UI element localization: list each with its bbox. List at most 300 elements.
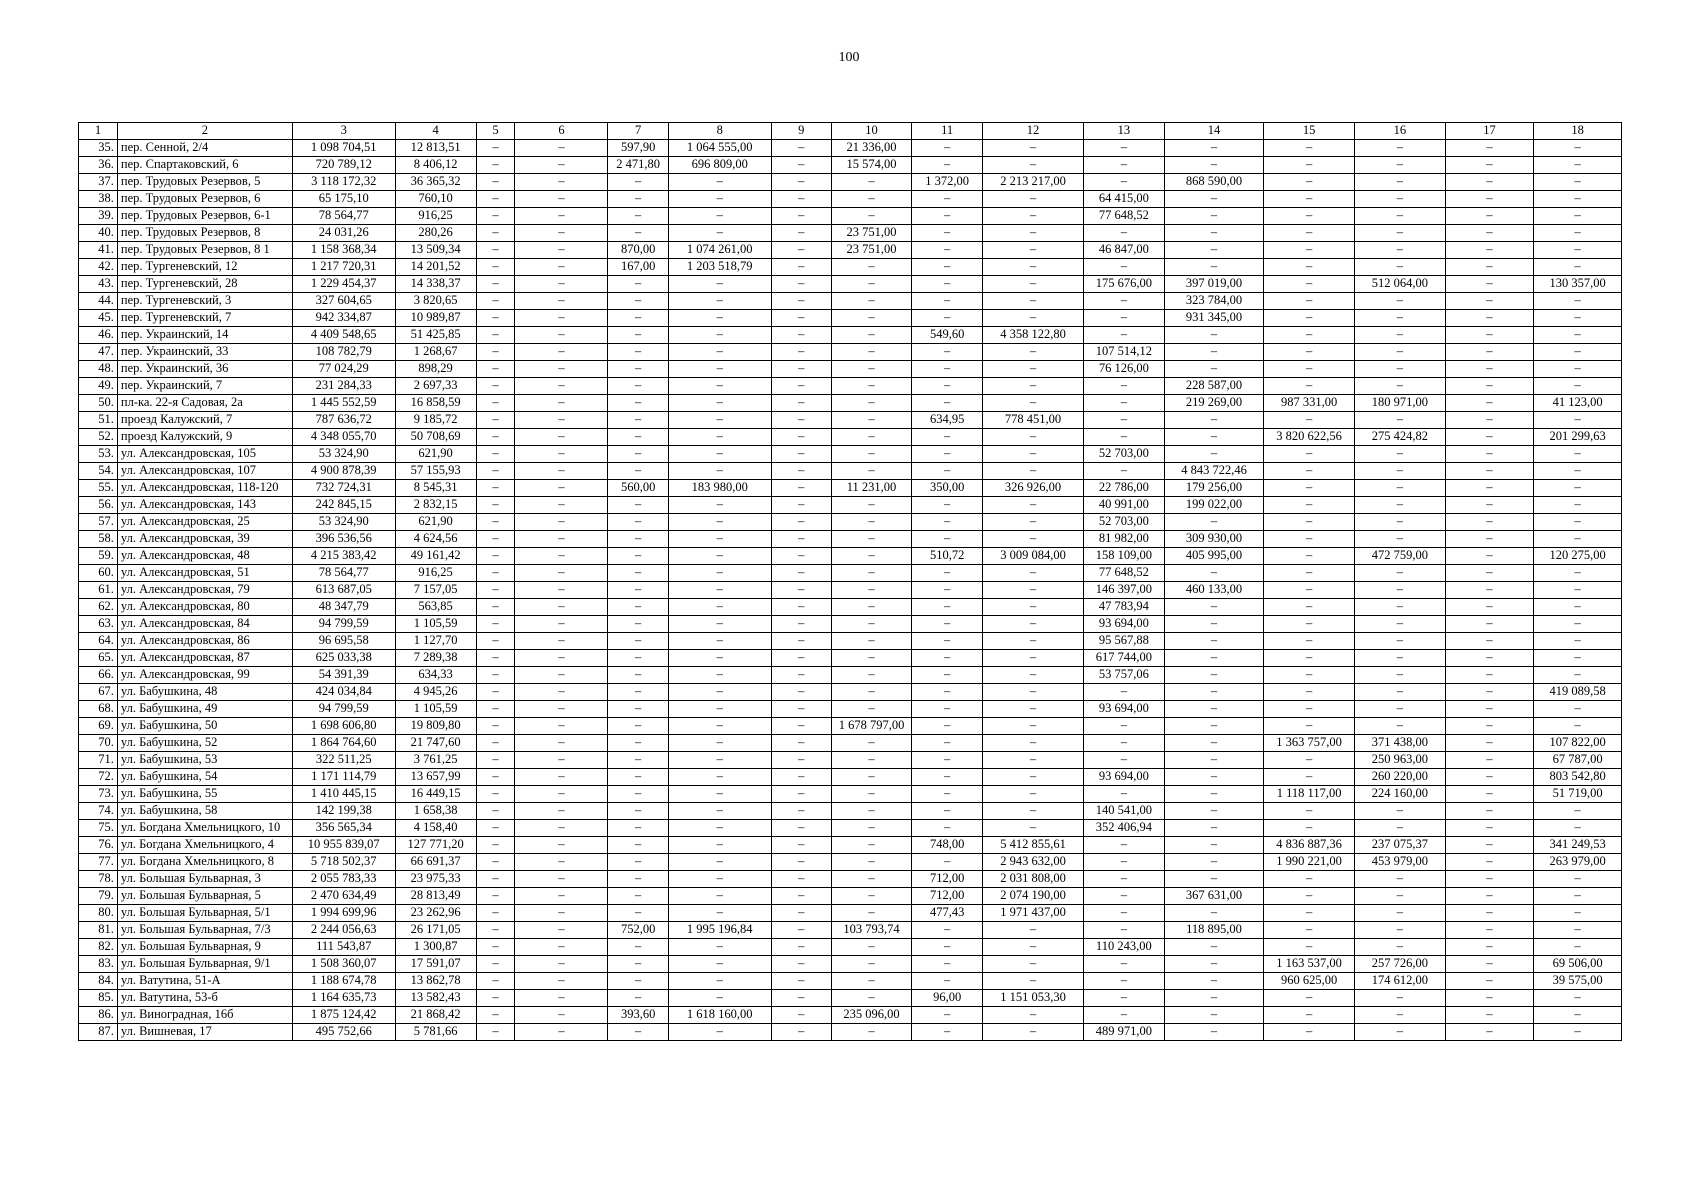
value-cell: –	[832, 599, 912, 616]
value-cell: –	[983, 922, 1083, 939]
address-cell: ул. Ватутина, 53-б	[117, 990, 292, 1007]
value-cell: –	[912, 922, 983, 939]
value-cell: 1 203 518,79	[668, 259, 771, 276]
value-cell: –	[771, 531, 832, 548]
value-cell: –	[1264, 684, 1355, 701]
value-cell: –	[668, 174, 771, 191]
value-cell: 1 864 764,60	[292, 735, 395, 752]
value-cell: 942 334,87	[292, 310, 395, 327]
value-cell: –	[1164, 242, 1263, 259]
value-cell: –	[1264, 174, 1355, 191]
value-cell: 237 075,37	[1354, 837, 1445, 854]
address-cell: пер. Тургеневский, 12	[117, 259, 292, 276]
value-cell: –	[608, 667, 669, 684]
value-cell: –	[515, 174, 608, 191]
value-cell: 81 982,00	[1083, 531, 1164, 548]
value-cell: –	[1445, 293, 1534, 310]
value-cell: –	[668, 565, 771, 582]
table-row	[79, 310, 1622, 327]
table-row	[79, 531, 1622, 548]
value-cell: –	[1445, 565, 1534, 582]
value-cell: 21 336,00	[832, 140, 912, 157]
value-cell: 78 564,77	[292, 565, 395, 582]
value-cell: –	[476, 412, 515, 429]
address-cell: пл-ка. 22-я Садовая, 2а	[117, 395, 292, 412]
value-cell: –	[668, 684, 771, 701]
value-cell: –	[608, 208, 669, 225]
value-cell: –	[476, 344, 515, 361]
value-cell: 1 971 437,00	[983, 905, 1083, 922]
value-cell: –	[832, 1024, 912, 1041]
value-cell: –	[668, 446, 771, 463]
value-cell: –	[515, 905, 608, 922]
value-cell: –	[983, 1024, 1083, 1041]
value-cell: –	[1445, 276, 1534, 293]
value-cell: –	[1354, 633, 1445, 650]
value-cell: –	[1164, 769, 1263, 786]
value-cell: –	[1164, 939, 1263, 956]
value-cell: –	[476, 582, 515, 599]
value-cell: 4 836 887,36	[1264, 837, 1355, 854]
value-cell: –	[476, 463, 515, 480]
value-cell: –	[515, 1024, 608, 1041]
value-cell: –	[1445, 208, 1534, 225]
value-cell: –	[476, 259, 515, 276]
row-number-cell: 47.	[79, 344, 118, 361]
value-cell: –	[912, 395, 983, 412]
value-cell: –	[608, 514, 669, 531]
table-row	[79, 888, 1622, 905]
value-cell: –	[1164, 735, 1263, 752]
value-cell: –	[1445, 157, 1534, 174]
value-cell: –	[983, 225, 1083, 242]
value-cell: 174 612,00	[1354, 973, 1445, 990]
value-cell: 49 161,42	[395, 548, 476, 565]
value-cell: –	[771, 548, 832, 565]
value-cell: –	[1354, 803, 1445, 820]
value-cell: –	[1164, 514, 1263, 531]
value-cell: –	[668, 769, 771, 786]
value-cell: –	[832, 990, 912, 1007]
value-cell: –	[1445, 514, 1534, 531]
table-row	[79, 463, 1622, 480]
value-cell: 1 158 368,34	[292, 242, 395, 259]
value-cell: 405 995,00	[1164, 548, 1263, 565]
row-number-cell: 46.	[79, 327, 118, 344]
value-cell: –	[476, 820, 515, 837]
value-cell: –	[771, 582, 832, 599]
row-number-cell: 45.	[79, 310, 118, 327]
value-cell: –	[476, 565, 515, 582]
value-cell: 2 244 056,63	[292, 922, 395, 939]
address-cell: пер. Украинский, 7	[117, 378, 292, 395]
value-cell: 13 657,99	[395, 769, 476, 786]
value-cell: –	[771, 259, 832, 276]
value-cell: –	[983, 531, 1083, 548]
value-cell: –	[983, 514, 1083, 531]
value-cell: 242 845,15	[292, 497, 395, 514]
row-number-cell: 59.	[79, 548, 118, 565]
value-cell: –	[1264, 327, 1355, 344]
value-cell: –	[771, 973, 832, 990]
value-cell: 93 694,00	[1083, 701, 1164, 718]
value-cell: –	[476, 735, 515, 752]
value-cell: –	[912, 854, 983, 871]
value-cell: –	[771, 956, 832, 973]
value-cell: –	[912, 633, 983, 650]
value-cell: 28 813,49	[395, 888, 476, 905]
value-cell: –	[476, 633, 515, 650]
value-cell: –	[832, 888, 912, 905]
address-cell: ул. Александровская, 118-120	[117, 480, 292, 497]
value-cell: 396 536,56	[292, 531, 395, 548]
table-row	[79, 140, 1622, 157]
value-cell: 4 358 122,80	[983, 327, 1083, 344]
value-cell: –	[1264, 667, 1355, 684]
value-cell: 175 676,00	[1083, 276, 1164, 293]
value-cell: –	[1354, 939, 1445, 956]
address-cell: проезд Калужский, 7	[117, 412, 292, 429]
value-cell: –	[1445, 361, 1534, 378]
table-row	[79, 344, 1622, 361]
table-row	[79, 701, 1622, 718]
value-cell: –	[832, 446, 912, 463]
value-cell: –	[668, 582, 771, 599]
value-cell: –	[1445, 242, 1534, 259]
value-cell: –	[1083, 259, 1164, 276]
value-cell: –	[608, 191, 669, 208]
row-number-cell: 36.	[79, 157, 118, 174]
value-cell: –	[668, 718, 771, 735]
row-number-cell: 48.	[79, 361, 118, 378]
address-cell: ул. Вишневая, 17	[117, 1024, 292, 1041]
value-cell: 460 133,00	[1164, 582, 1263, 599]
value-cell: 9 185,72	[395, 412, 476, 429]
value-cell: –	[608, 888, 669, 905]
value-cell: 4 158,40	[395, 820, 476, 837]
value-cell: 1 678 797,00	[832, 718, 912, 735]
value-cell: –	[1164, 718, 1263, 735]
value-cell: 1 875 124,42	[292, 1007, 395, 1024]
value-cell: 2 832,15	[395, 497, 476, 514]
value-cell: –	[1534, 140, 1622, 157]
value-cell: 263 979,00	[1534, 854, 1622, 871]
value-cell: –	[515, 752, 608, 769]
value-cell: –	[1534, 803, 1622, 820]
value-cell: –	[476, 157, 515, 174]
value-cell: –	[515, 310, 608, 327]
value-cell: 453 979,00	[1354, 854, 1445, 871]
value-cell: –	[832, 735, 912, 752]
value-cell: 228 587,00	[1164, 378, 1263, 395]
value-cell: 712,00	[912, 888, 983, 905]
value-cell: 1 990 221,00	[1264, 854, 1355, 871]
value-cell: –	[1164, 191, 1263, 208]
value-cell: 2 697,33	[395, 378, 476, 395]
value-cell: –	[1445, 633, 1534, 650]
value-cell: 77 024,29	[292, 361, 395, 378]
value-cell: 326 926,00	[983, 480, 1083, 497]
column-header: 12	[983, 123, 1083, 140]
table-row	[79, 837, 1622, 854]
table-row	[79, 599, 1622, 616]
value-cell: 397 019,00	[1164, 276, 1263, 293]
value-cell: 219 269,00	[1164, 395, 1263, 412]
value-cell: –	[832, 905, 912, 922]
value-cell: –	[771, 1007, 832, 1024]
value-cell: 12 813,51	[395, 140, 476, 157]
value-cell: –	[1083, 973, 1164, 990]
value-cell: –	[1164, 667, 1263, 684]
value-cell: –	[515, 616, 608, 633]
value-cell: –	[515, 922, 608, 939]
table-row	[79, 361, 1622, 378]
value-cell: 868 590,00	[1164, 174, 1263, 191]
value-cell: –	[983, 718, 1083, 735]
address-cell: ул. Бабушкина, 52	[117, 735, 292, 752]
value-cell: –	[668, 871, 771, 888]
value-cell: –	[832, 429, 912, 446]
value-cell: –	[771, 565, 832, 582]
value-cell: 1 118 117,00	[1264, 786, 1355, 803]
value-cell: –	[1445, 497, 1534, 514]
value-cell: –	[1534, 225, 1622, 242]
value-cell: –	[1354, 259, 1445, 276]
value-cell: 960 625,00	[1264, 973, 1355, 990]
row-number-cell: 81.	[79, 922, 118, 939]
value-cell: –	[476, 939, 515, 956]
value-cell: 720 789,12	[292, 157, 395, 174]
value-cell: –	[771, 650, 832, 667]
value-cell: –	[771, 327, 832, 344]
address-cell: ул. Бабушкина, 55	[117, 786, 292, 803]
value-cell: 621,90	[395, 446, 476, 463]
value-cell: 1 098 704,51	[292, 140, 395, 157]
value-cell: –	[983, 684, 1083, 701]
value-cell: 350,00	[912, 480, 983, 497]
value-cell: 54 391,39	[292, 667, 395, 684]
value-cell: –	[771, 276, 832, 293]
value-cell: –	[983, 582, 1083, 599]
value-cell: 5 412 855,61	[983, 837, 1083, 854]
value-cell: 13 862,78	[395, 973, 476, 990]
column-header: 2	[117, 123, 292, 140]
value-cell: 3 820,65	[395, 293, 476, 310]
value-cell: –	[1445, 684, 1534, 701]
value-cell: –	[771, 514, 832, 531]
value-cell: –	[1534, 650, 1622, 667]
value-cell: –	[608, 344, 669, 361]
table-row	[79, 395, 1622, 412]
value-cell: 26 171,05	[395, 922, 476, 939]
value-cell: –	[515, 735, 608, 752]
value-cell: –	[832, 667, 912, 684]
value-cell: 1 372,00	[912, 174, 983, 191]
value-cell: 76 126,00	[1083, 361, 1164, 378]
value-cell: –	[515, 956, 608, 973]
value-cell: –	[668, 973, 771, 990]
table-row	[79, 293, 1622, 310]
row-number-cell: 62.	[79, 599, 118, 616]
column-header: 6	[515, 123, 608, 140]
value-cell: –	[771, 701, 832, 718]
value-cell: –	[668, 463, 771, 480]
value-cell: –	[1445, 191, 1534, 208]
value-cell: –	[832, 463, 912, 480]
value-cell: –	[771, 378, 832, 395]
value-cell: –	[1264, 701, 1355, 718]
value-cell: –	[1083, 990, 1164, 1007]
value-cell: –	[832, 939, 912, 956]
value-cell: 108 782,79	[292, 344, 395, 361]
value-cell: –	[1354, 208, 1445, 225]
table-row	[79, 905, 1622, 922]
value-cell: 111 543,87	[292, 939, 395, 956]
value-cell: –	[912, 769, 983, 786]
row-number-cell: 77.	[79, 854, 118, 871]
value-cell: –	[1354, 599, 1445, 616]
value-cell: 24 031,26	[292, 225, 395, 242]
value-cell: –	[668, 701, 771, 718]
value-cell: –	[515, 990, 608, 1007]
table-row	[79, 752, 1622, 769]
column-header: 18	[1534, 123, 1622, 140]
value-cell: –	[1534, 208, 1622, 225]
value-cell: 2 074 190,00	[983, 888, 1083, 905]
value-cell: –	[608, 225, 669, 242]
value-cell: –	[1445, 752, 1534, 769]
row-number-cell: 63.	[79, 616, 118, 633]
value-cell: 10 989,87	[395, 310, 476, 327]
value-cell: –	[1354, 412, 1445, 429]
value-cell: –	[476, 616, 515, 633]
value-cell: 870,00	[608, 242, 669, 259]
value-cell: –	[771, 599, 832, 616]
value-cell: –	[1264, 514, 1355, 531]
value-cell: –	[608, 956, 669, 973]
value-cell: –	[832, 820, 912, 837]
value-cell: –	[771, 157, 832, 174]
value-cell: 2 943 632,00	[983, 854, 1083, 871]
value-cell: –	[476, 718, 515, 735]
value-cell: 323 784,00	[1164, 293, 1263, 310]
value-cell: 183 980,00	[668, 480, 771, 497]
value-cell: 1 151 053,30	[983, 990, 1083, 1007]
value-cell: –	[1164, 565, 1263, 582]
value-cell: –	[608, 1024, 669, 1041]
value-cell: –	[771, 140, 832, 157]
row-number-cell: 78.	[79, 871, 118, 888]
value-cell: –	[1534, 718, 1622, 735]
value-cell: –	[515, 786, 608, 803]
value-cell: –	[608, 395, 669, 412]
value-cell: –	[668, 548, 771, 565]
value-cell: 15 574,00	[832, 157, 912, 174]
value-cell: –	[1354, 140, 1445, 157]
value-cell: –	[983, 667, 1083, 684]
value-cell: –	[983, 1007, 1083, 1024]
value-cell: –	[983, 191, 1083, 208]
row-number-cell: 61.	[79, 582, 118, 599]
value-cell: 322 511,25	[292, 752, 395, 769]
value-cell: –	[912, 157, 983, 174]
value-cell: –	[983, 310, 1083, 327]
value-cell: 477,43	[912, 905, 983, 922]
value-cell: –	[476, 497, 515, 514]
value-cell: –	[476, 956, 515, 973]
value-cell: –	[1534, 599, 1622, 616]
value-cell: 563,85	[395, 599, 476, 616]
value-cell: –	[983, 276, 1083, 293]
value-cell: –	[1534, 667, 1622, 684]
value-cell: –	[668, 361, 771, 378]
value-cell: –	[476, 871, 515, 888]
value-cell: –	[1264, 191, 1355, 208]
value-cell: –	[608, 939, 669, 956]
value-cell: –	[608, 769, 669, 786]
value-cell: –	[832, 616, 912, 633]
value-cell: –	[1534, 480, 1622, 497]
value-cell: 787 636,72	[292, 412, 395, 429]
value-cell: –	[1264, 1024, 1355, 1041]
value-cell: –	[771, 191, 832, 208]
value-cell: –	[1083, 174, 1164, 191]
value-cell: –	[912, 531, 983, 548]
value-cell: –	[771, 463, 832, 480]
value-cell: 4 900 878,39	[292, 463, 395, 480]
value-cell: –	[1445, 735, 1534, 752]
value-cell: –	[1083, 956, 1164, 973]
value-cell: –	[1534, 293, 1622, 310]
value-cell: –	[912, 514, 983, 531]
value-cell: –	[912, 259, 983, 276]
value-cell: –	[1354, 480, 1445, 497]
value-cell: –	[515, 803, 608, 820]
address-cell: проезд Калужский, 9	[117, 429, 292, 446]
value-cell: 130 357,00	[1534, 276, 1622, 293]
value-cell: –	[668, 667, 771, 684]
value-cell: –	[912, 361, 983, 378]
value-cell: 224 160,00	[1354, 786, 1445, 803]
value-cell: –	[832, 361, 912, 378]
address-cell: ул. Александровская, 51	[117, 565, 292, 582]
value-cell: –	[668, 650, 771, 667]
value-cell: –	[771, 803, 832, 820]
value-cell: 93 694,00	[1083, 769, 1164, 786]
value-cell: –	[515, 242, 608, 259]
value-cell: 16 449,15	[395, 786, 476, 803]
value-cell: –	[1083, 888, 1164, 905]
value-cell: –	[1083, 140, 1164, 157]
value-cell: –	[983, 973, 1083, 990]
value-cell: –	[1264, 990, 1355, 1007]
value-cell: 371 438,00	[1354, 735, 1445, 752]
value-cell: –	[1264, 939, 1355, 956]
value-cell: –	[668, 939, 771, 956]
address-cell: ул. Большая Бульварная, 5	[117, 888, 292, 905]
column-header: 8	[668, 123, 771, 140]
value-cell: –	[668, 752, 771, 769]
row-number-cell: 43.	[79, 276, 118, 293]
value-cell: –	[1534, 922, 1622, 939]
value-cell: 512 064,00	[1354, 276, 1445, 293]
value-cell: –	[832, 344, 912, 361]
address-cell: ул. Александровская, 48	[117, 548, 292, 565]
value-cell: 4 945,26	[395, 684, 476, 701]
value-cell: –	[771, 684, 832, 701]
address-cell: ул. Бабушкина, 49	[117, 701, 292, 718]
value-cell: –	[1354, 565, 1445, 582]
